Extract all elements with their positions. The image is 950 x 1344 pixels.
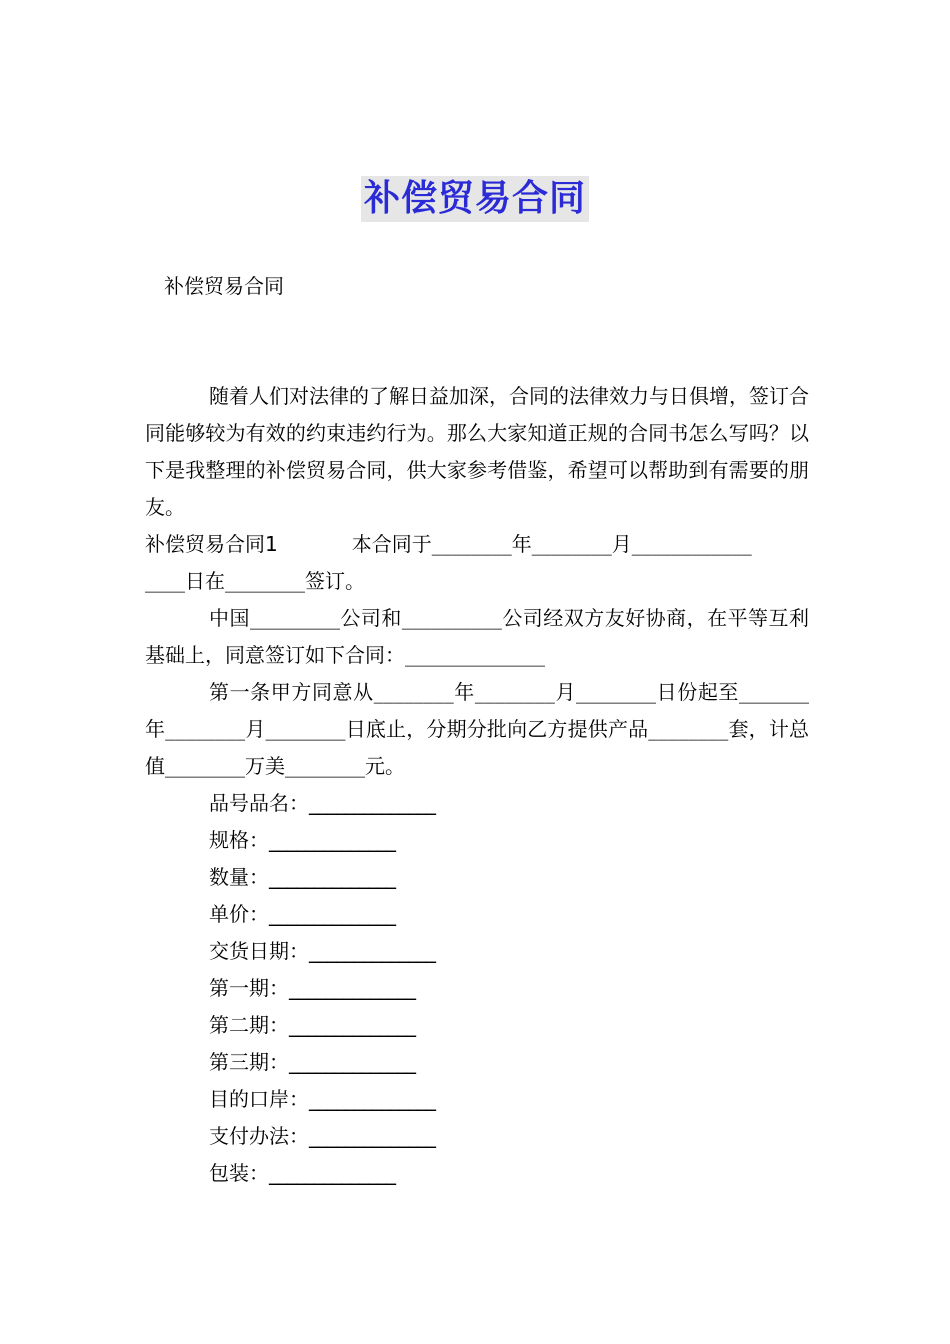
signing-text-1: 本合同于________年________月____________: [351, 532, 752, 556]
document-subtitle: 补偿贸易合同: [164, 274, 284, 298]
contract-heading: 补偿贸易合同1: [145, 532, 278, 556]
document-title: 补偿贸易合同: [361, 176, 589, 222]
field-row: [145, 859, 809, 896]
field-blank: ______________: [289, 1050, 415, 1074]
field-label: 支付办法：: [209, 1124, 309, 1148]
field-row: [145, 785, 809, 822]
field-row: [145, 1044, 809, 1081]
field-label: 第二期：: [209, 1013, 289, 1037]
field-blank: ______________: [309, 1124, 435, 1148]
field-row: [145, 933, 809, 970]
title-container: [0, 176, 950, 222]
field-row: [145, 896, 809, 933]
parties-paragraph: 中国_________公司和__________公司经双方友好协商，在平等互利基础上，同意签订如下合同：______________: [145, 606, 809, 667]
field-blank: ______________: [309, 1087, 435, 1111]
field-label: 目的口岸：: [209, 1087, 309, 1111]
field-label: 单价：: [209, 902, 269, 926]
field-row: [145, 970, 809, 1007]
field-row: [145, 1081, 809, 1118]
field-label: 第一期：: [209, 976, 289, 1000]
field-label: 品号品名：: [209, 791, 309, 815]
field-label: 第三期：: [209, 1050, 289, 1074]
field-blank: ______________: [269, 1161, 395, 1185]
article-1-paragraph: 第一条甲方同意从________年________月________日份起至_______年________月________日底止，分期分批向乙方提供产品________套，计总值________万美________元。: [145, 680, 809, 778]
field-blank: ______________: [309, 791, 435, 815]
signing-line-1: [145, 526, 809, 563]
field-blank: ______________: [269, 902, 395, 926]
field-blank: ______________: [289, 1013, 415, 1037]
field-row: [145, 1118, 809, 1155]
document-body: [145, 378, 809, 1192]
signing-line-2: ____日在________签订。: [145, 569, 365, 593]
field-row: [145, 822, 809, 859]
field-blank: ______________: [269, 828, 395, 852]
field-label: 规格：: [209, 828, 269, 852]
field-row: [145, 1007, 809, 1044]
field-blank: ______________: [269, 865, 395, 889]
field-blank: ______________: [289, 976, 415, 1000]
field-row: [145, 1155, 809, 1192]
field-label: 包装：: [209, 1161, 269, 1185]
field-label: 交货日期：: [209, 939, 309, 963]
field-blank: ______________: [309, 939, 435, 963]
field-label: 数量：: [209, 865, 269, 889]
intro-paragraph: 随着人们对法律的了解日益加深，合同的法律效力与日俱增，签订合同能够较为有效的约束违约行为。那么大家知道正规的合同书怎么写吗？以下是我整理的补偿贸易合同，供大家参考借鉴，希望可以帮助到有需要的朋友。: [145, 384, 809, 519]
